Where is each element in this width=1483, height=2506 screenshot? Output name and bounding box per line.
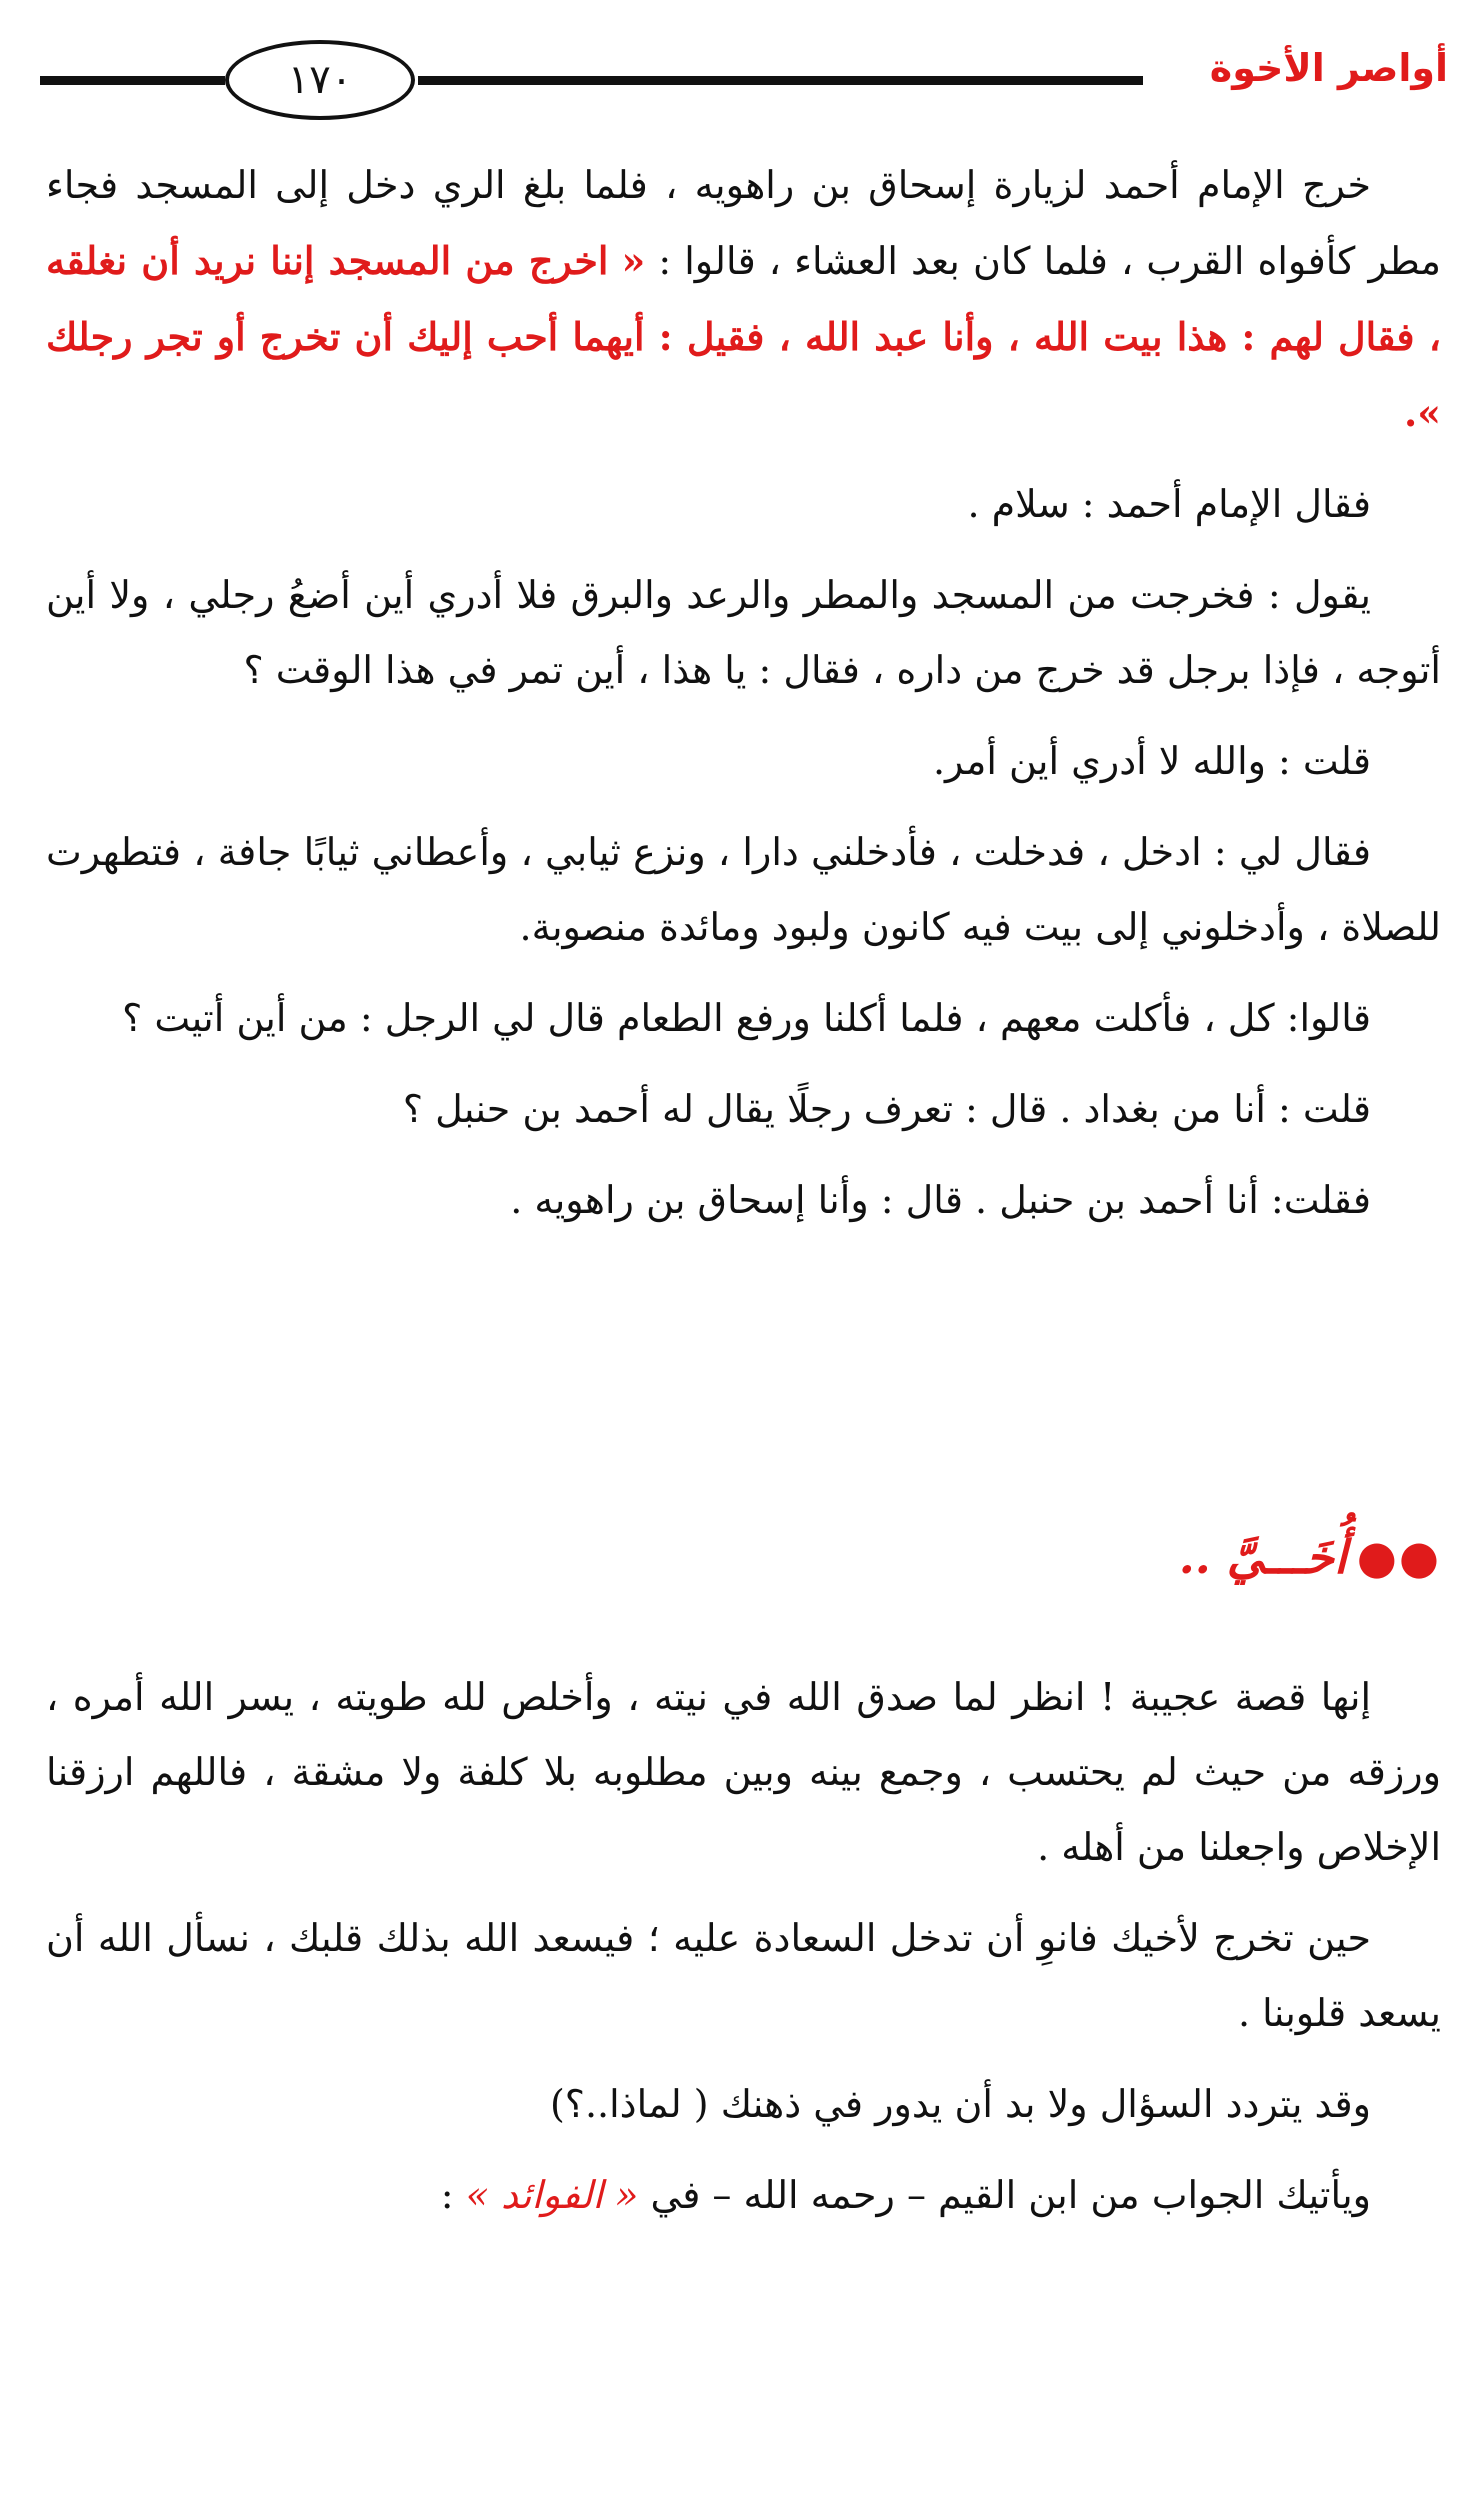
section-heading-text: أُخَـــيَّ .. (1178, 1530, 1347, 1584)
bullet-dots-icon: ●● (1356, 1530, 1441, 1584)
header-rule-left (40, 76, 225, 85)
reflection-text (46, 1660, 1441, 2249)
page-number: ١٧٠ (225, 40, 415, 120)
story-paragraph-7: قلت : أنا من بغداد . قال : تعرف رجلًا يقال له أحمد بن حنبل ؟ (402, 1087, 1371, 1131)
book-reference: « الفوائد » (465, 2173, 639, 2217)
story-intro: خرج الإمام أحمد لزيارة إسحاق بن راهويه ، فلما بلغ الري دخل إلى المسجد فجاء مطر كأفواه القرب ، فلما كان بعد العشاء ، قالوا : (46, 163, 1441, 283)
story-paragraph-4: قلت : والله لا أدري أين أمر. (932, 739, 1371, 783)
highlighted-quote: اخرج من المسجد إننا نريد أن نغلقه ، فقال لهم : هذا بيت الله ، وأنا عبد الله ، فقيل : أيهما أحب إليك أن تخرج أو تجر رجلك (46, 238, 1441, 359)
reflection-p4-colon: : (440, 2173, 454, 2217)
quote-open-mark: « (621, 238, 646, 283)
page-header (40, 36, 1448, 126)
story-paragraph-8: فقلت: أنا أحمد بن حنبل . قال : وأنا إسحاق بن راهويه . (510, 1178, 1371, 1222)
story-paragraph-6: قالوا: كل ، فأكلت معهم ، فلما أكلنا ورفع الطعام قال لي الرجل : من أين أتيت ؟ (122, 996, 1371, 1040)
story-paragraph-1 (46, 148, 1441, 451)
reflection-p4-lead: ويأتيك الجواب من ابن القيم – رحمه الله – في (650, 2173, 1371, 2217)
story-paragraph-3: يقول : فخرجت من المسجد والمطر والرعد والبرق فلا أدري أين أضعُ رجلي ، ولا أين أتوجه ، فإذا برجل قد خرج من داره ، فقال : يا هذا ، أين تمر في هذا الوقت ؟ (46, 573, 1441, 692)
section-heading (1179, 1530, 1441, 1584)
story-text (46, 148, 1441, 1254)
story-paragraph-2: فقال الإمام أحمد : سلام . (967, 482, 1371, 526)
quote-close-mark: ». (1404, 390, 1441, 435)
header-rule-right (418, 76, 1143, 85)
reflection-paragraph-3: وقد يتردد السؤال ولا بد أن يدور في ذهنك ( لماذا..؟) (549, 2082, 1371, 2126)
reflection-paragraph-4 (46, 2158, 1441, 2233)
reflection-paragraph-2: حين تخرج لأخيك فانوِ أن تدخل السعادة عليه ؛ فيسعد الله بذلك قلبك ، نسأل الله أن يسعد قلوبنا . (46, 1916, 1441, 2035)
reflection-paragraph-1: إنها قصة عجيبة ! انظر لما صدق الله في نيته ، وأخلص لله طويته ، يسر الله أمره ، ورزقه من حيث لم يحتسب ، وجمع بينه وبين مطلوبه بلا كلفة ولا مشقة ، فاللهم ارزقنا الإخلاص واجعلنا من أهله . (46, 1675, 1441, 1869)
story-paragraph-5: فقال لي : ادخل ، فدخلت ، فأدخلني دارا ، ونزع ثيابي ، وأعطاني ثيابًا جافة ، فتطهرت للصلاة ، وأدخلوني إلى بيت فيه كانون ولبود ومائدة منصوبة. (46, 830, 1441, 949)
book-title: أواصر الأخوة (1209, 46, 1448, 90)
